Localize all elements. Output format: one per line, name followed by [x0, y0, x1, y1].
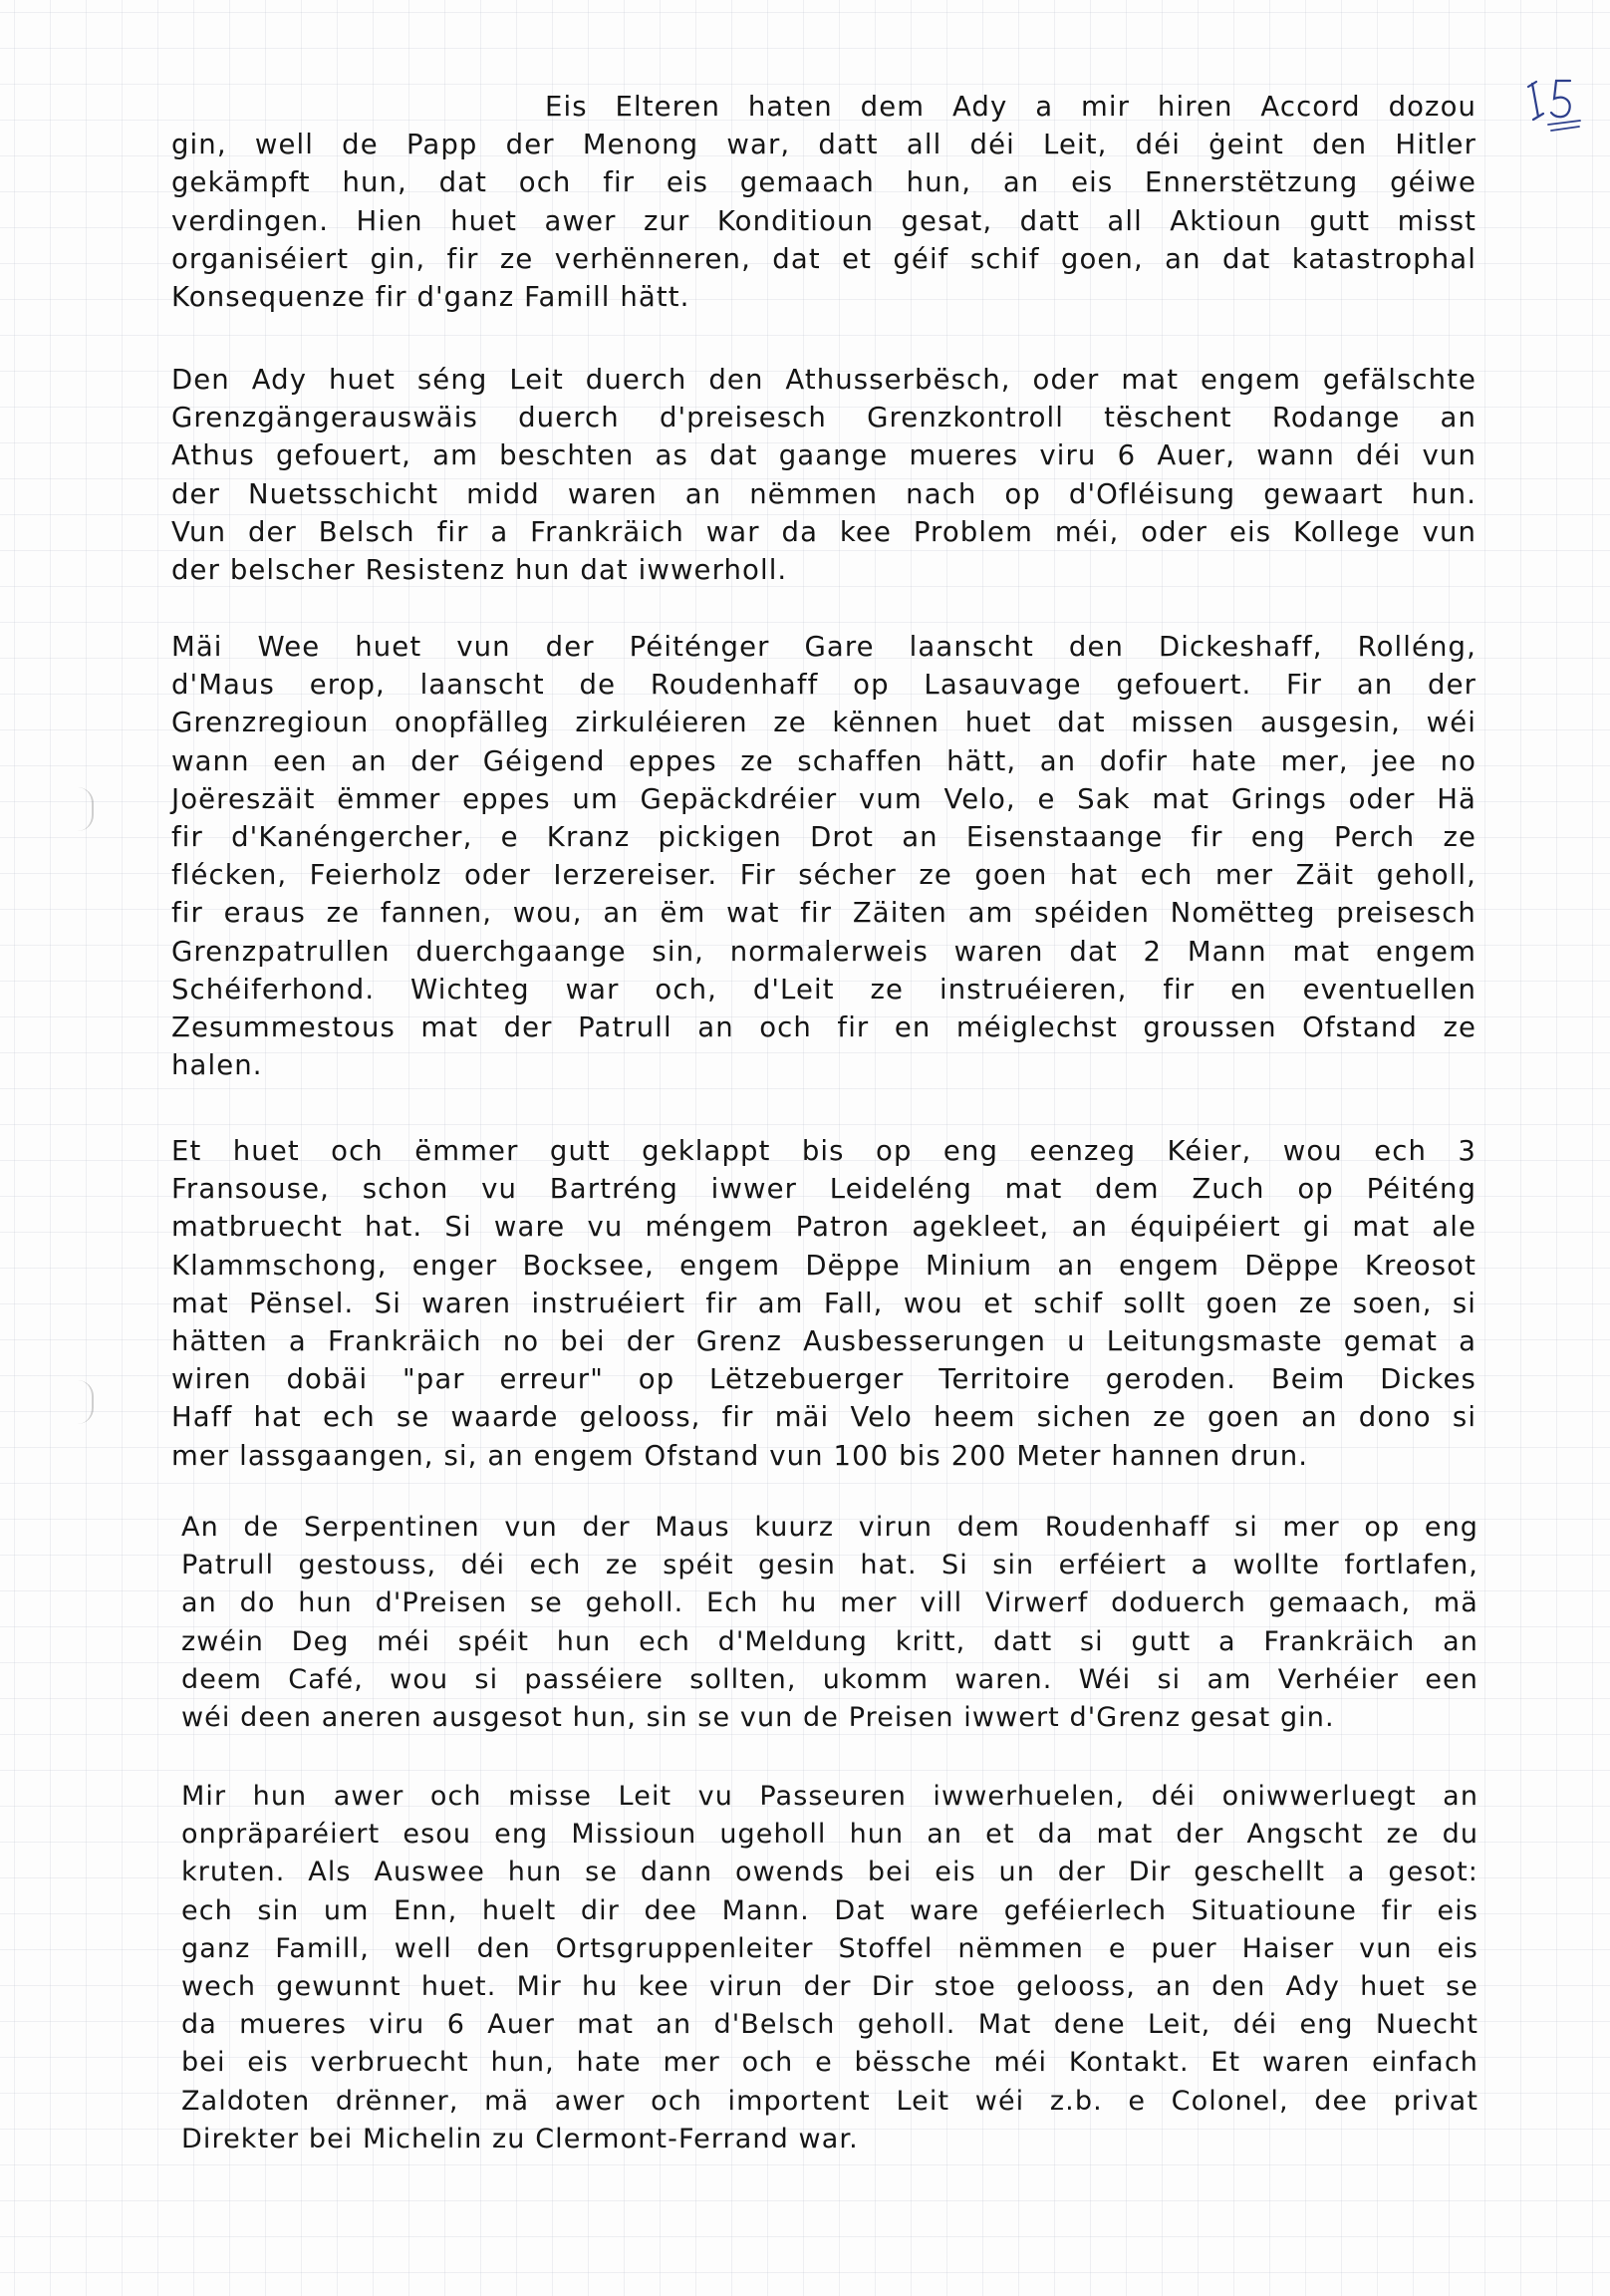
- text-line: Den Ady huet séng Leit duerch den Athusserbësch, oder mat engem gefälschte: [171, 364, 1477, 396]
- text-line: hätten a Frankräich no bei der Grenz Ausbesserungen u Leitungsmaste gemat a: [171, 1325, 1477, 1358]
- text-line: wech gewunnt huet. Mir hu kee virun der Dir stoe gelooss, an den Ady huet se: [181, 1971, 1478, 2003]
- text-line: Grenzpatrullen duerchgaange sin, normalerweis waren dat 2 Mann mat engem: [171, 935, 1476, 968]
- text-line: mer lassgaangen, si, an engem Ofstand vun 100 bis 200 Meter hannen drun.: [171, 1439, 1309, 1472]
- text-line: Grenzgängerauswäis duerch d'preisesch Grenzkontroll tëschent Rodange an: [171, 402, 1477, 434]
- text-line: der belscher Resistenz hun dat iwwerholl.: [171, 554, 788, 587]
- text-line: Joëreszäit ëmmer eppes um Gepäckdréier vum Velo, e Sak mat Grings oder Hä: [171, 782, 1476, 815]
- paragraph-3: [171, 628, 1476, 1084]
- text-line: matbruecht hat. Si ware vu méngem Patron agekleet, an équipéiert gi mat ale: [171, 1211, 1476, 1244]
- text-line: wiren dobäi "par erreur" op Lëtzebuerger Territoire geroden. Beim Dickes: [171, 1363, 1476, 1396]
- text-line: Vun der Belsch fir a Frankräich war da kee Problem méi, oder eis Kollege vun: [171, 515, 1477, 548]
- text-line: gekämpft hun, dat och fir eis gemaach hun, an eis Ennerstëtzung géiwe: [171, 166, 1477, 199]
- text-line: bei eis verbruecht hun, hate mer och e bëssche méi Kontakt. Et waren einfach: [181, 2047, 1478, 2079]
- text-line: an do hun d'Preisen se geholl. Ech hu mer vill Virwerf doduerch gemaach, mä: [181, 1587, 1478, 1619]
- text-line: Schéiferhond. Wichteg war och, d'Leit ze instruéieren, fir en eventuellen: [171, 973, 1476, 1005]
- text-line: mat Pënsel. Si waren instruéiert fir am Fall, wou et schif sollt goen ze soen, si: [171, 1287, 1477, 1319]
- text-line: Mäi Wee huet vun der Péiténger Gare laanscht den Dickeshaff, Rolléng,: [171, 631, 1476, 663]
- punch-hole-mark: [78, 787, 94, 831]
- text-line: flécken, Feierholz oder Ierzereiser. Fir sécher ze goen hat ech mer Zäit geholl,: [171, 859, 1476, 892]
- text-line: der Nuetsschicht midd waren an nëmmen nach op d'Ofléisung gewaart hun.: [171, 477, 1477, 510]
- text-line: zwéin Deg méi spéit hun ech d'Meldung kritt, datt si gutt a Frankräich an: [181, 1625, 1478, 1657]
- text-line: wann een an der Géigend eppes ze schaffen hätt, an dofir hate mer, jee no: [171, 744, 1477, 777]
- text-line: Et huet och ëmmer gutt geklappt bis op eng eenzeg Kéier, wou ech 3: [171, 1135, 1477, 1167]
- paragraph-1: [171, 88, 1476, 316]
- text-line: Direkter bei Michelin zu Clermont-Ferrand war.: [181, 2123, 859, 2154]
- text-line: Zaldoten drënner, mä awer och importent Leit wéi z.b. e Colonel, dee privat: [181, 2085, 1479, 2117]
- text-line: gin, well de Papp der Menong war, datt all déi Leit, déi ġeint den Hitler: [171, 129, 1476, 161]
- text-line: verdingen. Hien huet awer zur Konditioun gesat, datt all Aktioun gutt misst: [171, 204, 1477, 237]
- text-line: d'Maus erop, laanscht de Roudenhaff op Lasauvage gefouert. Fir an der: [171, 669, 1477, 702]
- text-line: Athus gefouert, am beschten as dat gaange mueres viru 6 Auer, wann déi vun: [171, 439, 1476, 472]
- text-line: fir d'Kanéngercher, e Kranz pickigen Drot an Eisenstaange fir eng Perch ze: [171, 821, 1477, 854]
- text-line: onpräparéiert esou eng Missioun ugeholl hun an et da mat der Angscht ze du: [181, 1819, 1479, 1851]
- handwritten-page-mark: [1524, 75, 1584, 144]
- text-line: deem Café, wou si passéiere sollten, ukomm waren. Wéi si am Verhéier een: [181, 1663, 1478, 1695]
- text-line: An de Serpentinen vun der Maus kuurz virun dem Roudenhaff si mer op eng: [181, 1512, 1479, 1543]
- text-line: Grenzregioun onopfälleg zirkuléieren ze kënnen huet dat missen ausgesin, wéi: [171, 707, 1476, 739]
- text-line: Klammschong, enger Bocksee, engem Dëppe Minium an engem Dëppe Kreosot: [171, 1249, 1476, 1282]
- paragraph-5: [181, 1509, 1478, 1737]
- text-line: kruten. Als Auswee hun se dann owends bei eis un der Dir geschellt a gesot:: [181, 1857, 1478, 1888]
- paragraph-2: [171, 361, 1476, 589]
- text-line: fir eraus ze fannen, wou, an ëm wat fir Zäiten am spéiden Nomëtteg preisesch: [171, 897, 1476, 930]
- text-line: Eis Elteren haten dem Ady a mir hiren Accord dozou: [545, 91, 1477, 123]
- text-line: ech sin um Enn, huelt dir dee Mann. Dat ware geféierlech Situatioune fir eis: [181, 1894, 1478, 1926]
- text-line: Konsequenze fir d'ganz Famill hätt.: [171, 281, 690, 314]
- text-line: da mueres viru 6 Auer mat an d'Belsch geholl. Mat dene Leit, déi eng Nuecht: [181, 2009, 1479, 2041]
- text-line: organiséiert gin, fir ze verhënneren, dat et géif schif goen, an dat katastrophal: [171, 242, 1476, 275]
- text-line: Haff hat ech se waarde gelooss, fir mäi Velo heem sichen ze goen an dono si: [171, 1401, 1477, 1434]
- text-line: Mir hun awer och misse Leit vu Passeuren iwwerhuelen, déi oniwwerluegt an: [181, 1781, 1479, 1812]
- text-line: Fransouse, schon vu Bartréng iwwer Leideléng mat dem Zuch op Péiténg: [171, 1173, 1477, 1206]
- text-line: Zesummestous mat der Patrull an och fir en méiglechst groussen Ofstand ze: [171, 1011, 1477, 1044]
- paragraph-6: [181, 1778, 1478, 2158]
- text-line: halen.: [171, 1049, 263, 1082]
- text-line: Patrull gestouss, déi ech ze spéit gesin hat. Si sin erféiert a wollte fortlafen,: [181, 1550, 1478, 1581]
- text-line: wéi deen aneren ausgesot hun, sin se vun de Preisen iwwert d'Grenz gesat gin.: [181, 1702, 1335, 1734]
- punch-hole-mark: [78, 1380, 94, 1424]
- text-line: ganz Famill, well den Ortsgruppenleiter Stoffel nëmmen e puer Haiser vun eis: [181, 1932, 1478, 1964]
- paragraph-4: [171, 1132, 1476, 1475]
